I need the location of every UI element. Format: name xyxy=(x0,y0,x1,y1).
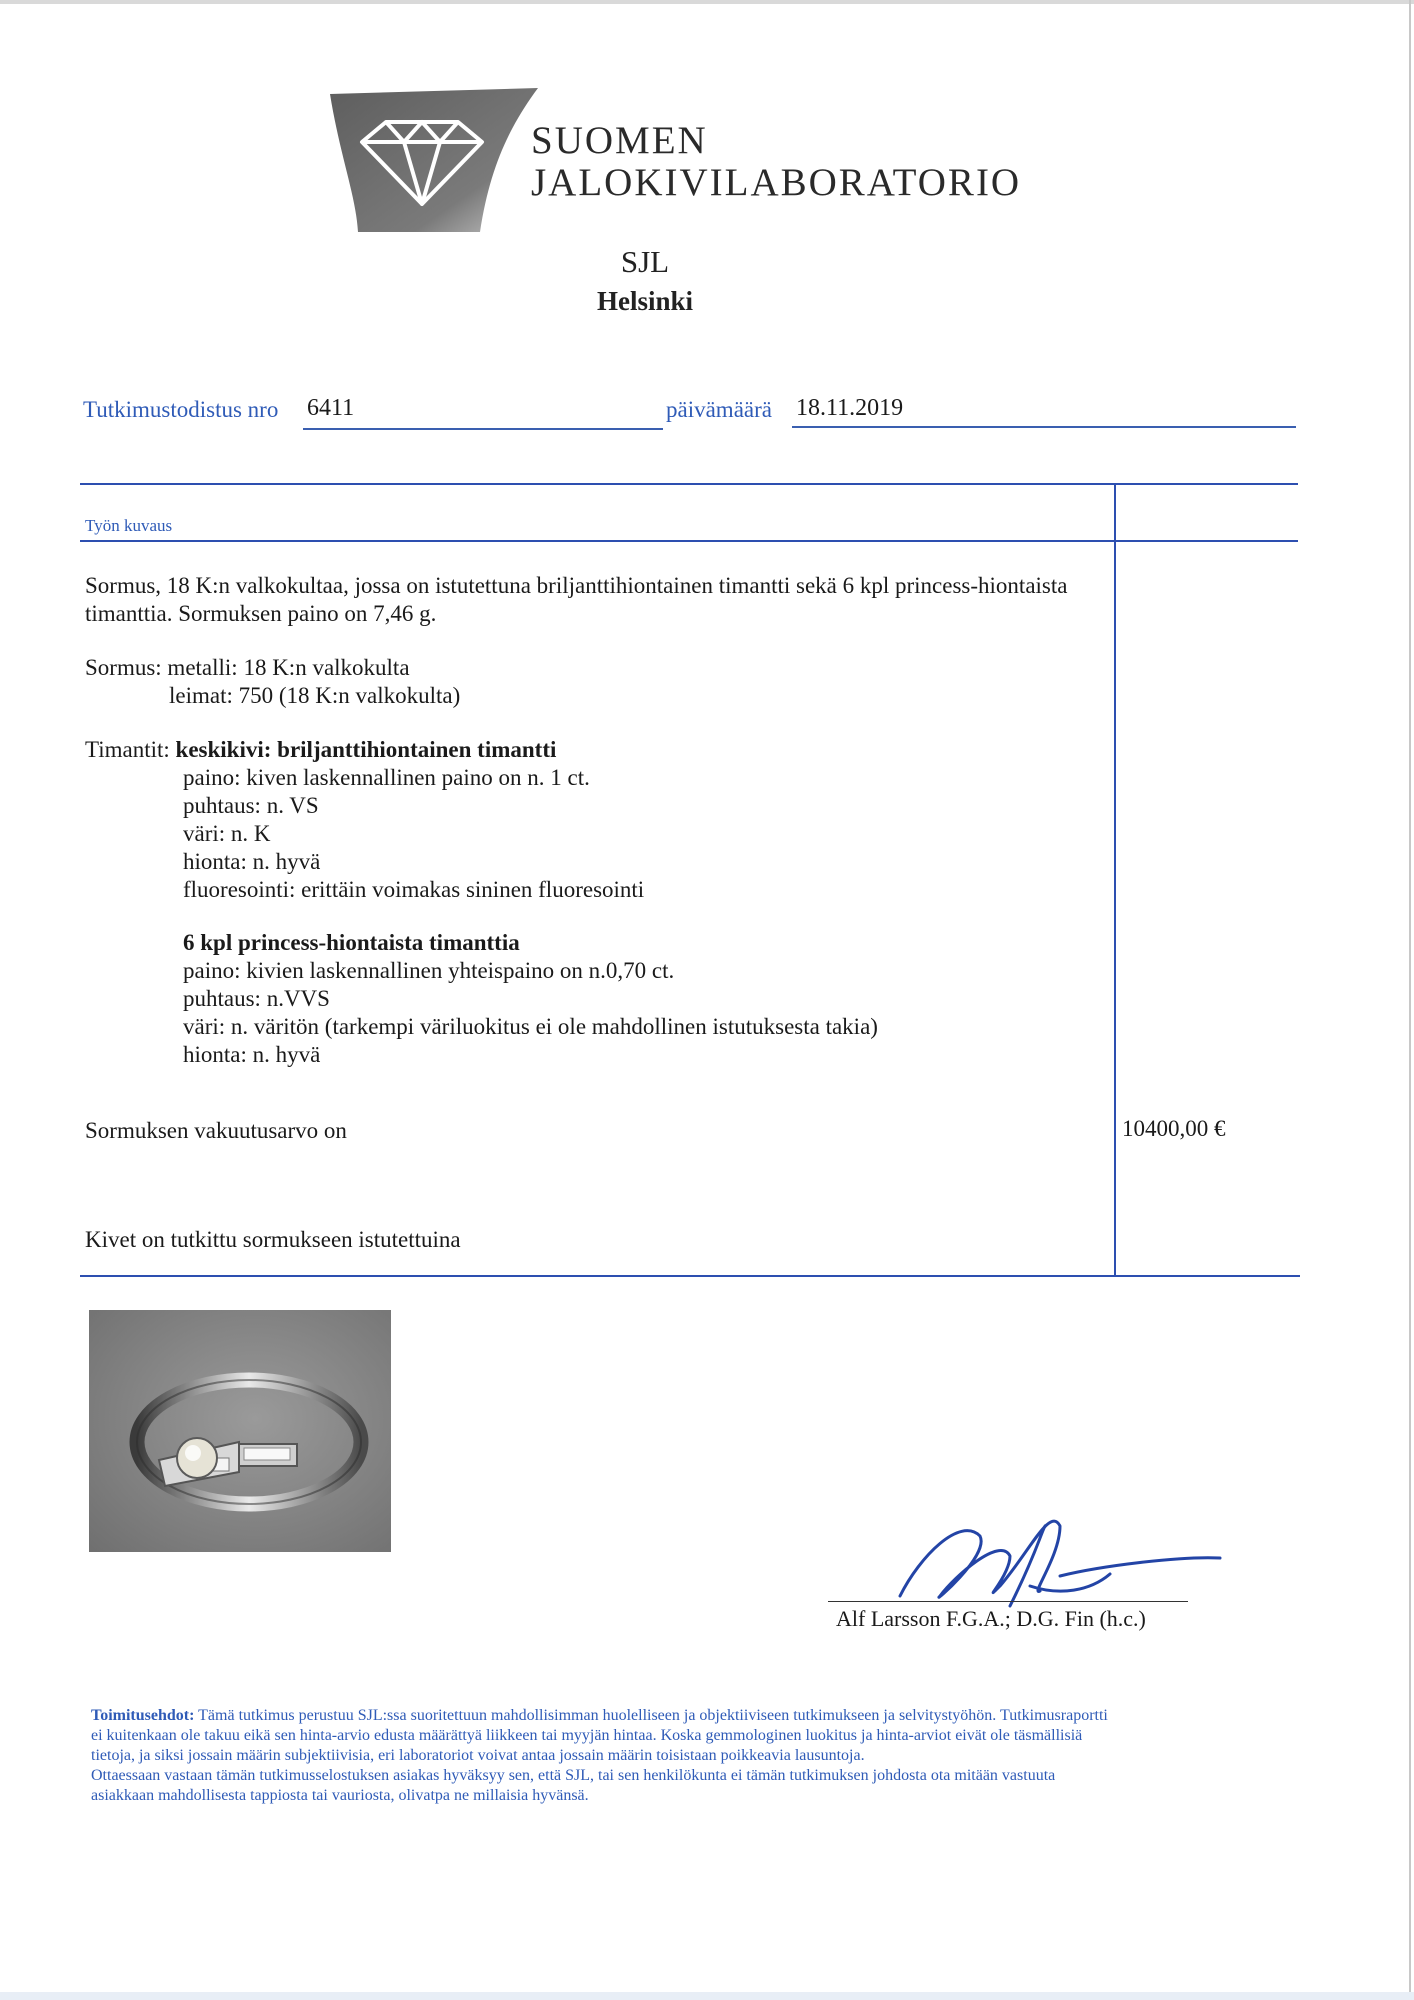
ring-photo xyxy=(89,1310,391,1552)
certificate-number: 6411 xyxy=(307,395,355,421)
scan-edge-right xyxy=(1409,0,1411,2000)
terms-line4: Ottaessaan vastaan tämän tutkimusselostuksen asiakas hyväksyy sen, että SJL, tai sen henkilökunta ei tämän tutkimuksen johdosta ota mitään vastuuta xyxy=(91,1767,1056,1784)
center-stone-cut: hionta: n. hyvä xyxy=(183,849,321,874)
ring-metal: Sormus: metalli: 18 K:n valkokulta xyxy=(85,655,410,680)
insurance-label: Sormuksen vakuutusarvo on xyxy=(85,1118,347,1143)
table-column-divider xyxy=(1114,483,1116,1277)
description-line2: timanttia. Sormuksen paino on 7,46 g. xyxy=(85,601,437,626)
center-stone-fluorescence: fluoresointi: erittäin voimakas sininen fluoresointi xyxy=(183,877,645,902)
examination-note: Kivet on tutkittu sormukseen istutettuina xyxy=(85,1227,461,1252)
terms-of-delivery xyxy=(91,1706,1321,1806)
section-label: Työn kuvaus xyxy=(85,516,173,535)
lab-abbreviation: SJL xyxy=(620,244,670,279)
terms-line2: ei kuitenkaan ole takuu eikä sen hinta-arvio edusta määrättyä liikkeen tai myyjän hintaa. Koska gemmologinen luokitus ja hinta-arviot eivät ole täsmällisiä xyxy=(91,1727,1083,1744)
date-label: päivämäärä xyxy=(666,397,772,422)
signer-name: Alf Larsson F.G.A.; D.G. Fin (h.c.) xyxy=(836,1606,1146,1631)
terms-line5: asiakkaan mahdollisesta tappiosta tai vauriosta, olivatpa ne millaisia hyvänsä. xyxy=(91,1787,589,1804)
lab-city: Helsinki xyxy=(596,286,694,316)
description-line1: Sormus, 18 K:n valkokultaa, jossa on istutettuna briljanttihiontainen timantti sekä 6 kpl princess-hiontaista xyxy=(85,573,1068,598)
side-stones-cut: hionta: n. hyvä xyxy=(183,1042,321,1067)
center-stone-color: väri: n. K xyxy=(183,821,271,846)
diamonds-heading xyxy=(85,736,556,764)
ring-marks: leimat: 750 (18 K:n valkokulta) xyxy=(169,683,461,708)
center-stone-weight: paino: kiven laskennallinen paino on n. 1 ct. xyxy=(183,765,590,790)
terms-line1 xyxy=(91,1706,1321,1726)
certificate-number-underline xyxy=(303,428,663,430)
diamond-icon xyxy=(320,86,540,234)
side-stones-clarity: puhtaus: n.VVS xyxy=(183,986,330,1011)
center-stone-title: keskikivi: briljanttihiontainen timantti xyxy=(175,737,557,762)
certificate-date: 18.11.2019 xyxy=(796,395,904,421)
terms-heading: Toimitusehdot: xyxy=(91,1707,195,1724)
table-bottom-rule xyxy=(80,1275,1300,1277)
signature-line xyxy=(828,1601,1188,1602)
scan-edge-top xyxy=(0,0,1414,4)
insurance-value: 10400,00 € xyxy=(1122,1116,1226,1141)
certificate-number-label: Tutkimustodistus nro xyxy=(83,397,279,422)
scan-edge-bottom xyxy=(0,1992,1414,2000)
side-stones-weight: paino: kivien laskennallinen yhteispaino on n.0,70 ct. xyxy=(183,958,675,983)
terms-text1: Tämä tutkimus perustuu SJL:ssa suoritettuun mahdollisimman huolelliseen ja objektiiviseen tutkimukseen ja selvitystyöhön. Tutkimusraportti xyxy=(198,1707,1108,1724)
terms-line3: tietoja, ja siksi jossain määrin subjektiivisia, eri laboratoriot voivat antaa jossain määrin toisistaan poikkeavia lausuntoja. xyxy=(91,1747,865,1764)
logo-text-line2: JALOKIVILABORATORIO xyxy=(531,161,1022,204)
side-stones-title: 6 kpl princess-hiontaista timanttia xyxy=(183,930,520,955)
center-stone-clarity: puhtaus: n. VS xyxy=(183,793,319,818)
diamonds-prefix: Timantit: xyxy=(85,737,170,762)
logo-text-line1: SUOMEN xyxy=(531,119,708,162)
date-underline xyxy=(792,426,1296,428)
side-stones-color: väri: n. väritön (tarkempi väriluokitus ei ole mahdollinen istutuksesta takia) xyxy=(183,1014,878,1039)
